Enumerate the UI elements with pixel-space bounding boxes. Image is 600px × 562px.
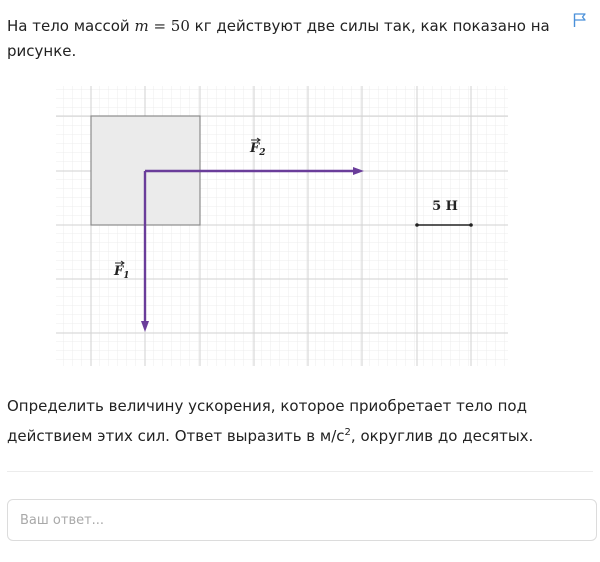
intro-line-2: рисунке. (7, 42, 77, 60)
divider (7, 471, 593, 472)
scale-label: 5 Н (432, 199, 458, 214)
question-line-1: Определить величину ускорения, которое приобретает тело под (7, 397, 527, 415)
intro-suffix: кг действуют две силы так, как показано на (194, 17, 550, 35)
question-text-line-1 (7, 396, 527, 417)
svg-text:F2: $F_2$ (250, 141, 266, 158)
flag-icon[interactable] (572, 12, 588, 28)
svg-text:F1: $F_1$ (114, 264, 130, 281)
question-line-2-prefix: действием этих сил. Ответ выразить в м/с (7, 427, 345, 445)
mass-value: = 50 (148, 17, 190, 35)
answer-input[interactable] (7, 499, 597, 541)
question-unit-exponent: 2 (344, 427, 351, 438)
intro-prefix: На тело массой (7, 17, 130, 35)
question-line-2-suffix: , округлив до десятых. (350, 427, 534, 445)
problem-text-line-1 (7, 16, 550, 37)
question-text-line-2 (7, 422, 533, 447)
mass-variable: m (134, 17, 149, 35)
force-diagram (56, 86, 508, 366)
problem-text-line-2 (7, 41, 76, 62)
